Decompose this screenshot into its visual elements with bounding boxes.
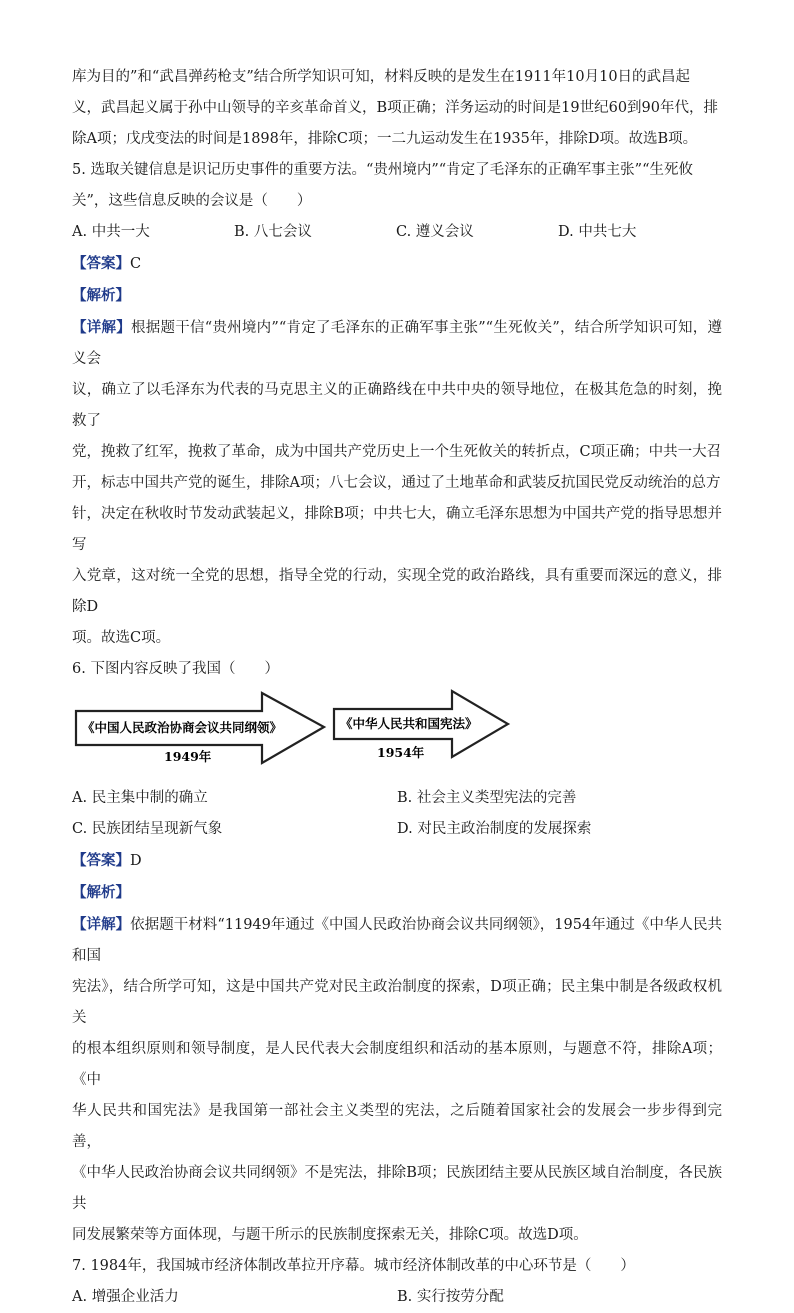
q5-detail-line: 【详解】根据题干信“贵州境内”“肯定了毛泽东的正确军事主张”“生死攸关”，结合所学知识可知，遵义会 — [72, 319, 723, 367]
detail-tag: 【详解】 — [72, 319, 132, 336]
q6-answer — [72, 845, 722, 877]
q5-detail-line: 党，挽救了红军，挽救了革命，成为中国共产党历史上一个生死攸关的转折点，C项正确；中共一大召 — [72, 444, 722, 460]
q5-detail-line: 入党章，这对统一全党的思想，指导全党的行动，实现全党的政治路线，具有重要而深远的意义，排除D — [72, 568, 722, 615]
q5-analysis-tag: 【解析】 — [72, 287, 130, 304]
q6-detail-line: 的根本组织原则和领导制度，是人民代表大会制度组织和活动的基本原则，与题意不符，排除A项；《中 — [72, 1041, 722, 1088]
q6-detail-line: 华人民共和国宪法》是我国第一部社会主义类型的宪法，之后随着国家社会的发展会一步步得到完善， — [72, 1103, 722, 1150]
q5-option-c: C. 遵义会议 — [396, 224, 474, 240]
arrow-1-year: 1949年 — [164, 749, 212, 764]
q6-detail-line: 【详解】依据题干材料“11949年通过《中国人民政治协商会议共同纲领》，1954年通过《中华人民共和国 — [72, 916, 722, 964]
q6-stem: 6. 下图内容反映了我国（ ） — [72, 661, 279, 677]
q7-stem: 7. 1984年，我国城市经济体制改革拉开序幕。城市经济体制改革的中心环节是（ ） — [72, 1258, 635, 1274]
q6-detail-line: 宪法》，结合所学可知，这是中国共产党对民主政治制度的探索，D项正确；民主集中制是各级政权机关 — [72, 979, 722, 1026]
q6-detail-line: 同发展繁荣等方面体现，与题干所示的民族制度探索无关，排除C项。故选D项。 — [72, 1227, 588, 1243]
text-line: 库为目的”和“武昌弹药枪支”结合所学知识可知，材料反映的是发生在1911年10月10日的武昌起 — [72, 69, 691, 85]
q6-option-d: D. 对民主政治制度的发展探索 — [397, 821, 592, 837]
q5-options — [72, 217, 722, 248]
q5-option-d: D. 中共七大 — [558, 224, 637, 240]
q6-figure — [72, 689, 722, 781]
answer-value: C — [130, 256, 142, 272]
q6-options-row2 — [72, 814, 722, 845]
arrow-diagram — [72, 689, 512, 781]
arrow-1-label: 《中国人民政治协商会议共同纲领》 — [82, 720, 283, 735]
document-page — [72, 62, 722, 1313]
q5-detail-line: 针，决定在秋收时节发动武装起义，排除B项；中共七大，确立毛泽东思想为中国共产党的指导思想并写 — [72, 506, 722, 553]
arrow-2-label: 《中华人民共和国宪法》 — [340, 716, 478, 731]
text-line: 除A项；戊戌变法的时间是1898年，排除C项；一二九运动发生在1935年，排除D项。故选B项。 — [72, 131, 698, 147]
q7-option-b: B. 实行按劳分配 — [397, 1289, 504, 1305]
q6-analysis-tag: 【解析】 — [72, 884, 130, 901]
q5-detail-line: 项。故选C项。 — [72, 630, 171, 646]
text-line: 义，武昌起义属于孙中山领导的辛亥革命首义，B项正确；洋务运动的时间是19世纪60到90年代，排 — [72, 100, 719, 116]
q5-detail-line: 议，确立了以毛泽东为代表的马克思主义的正确路线在中共中央的领导地位，在极其危急的时刻，挽救了 — [72, 382, 722, 429]
arrow-2-year: 1954年 — [377, 745, 425, 760]
q7-option-a: A. 增强企业活力 — [72, 1289, 179, 1305]
q7-options — [72, 1282, 722, 1313]
detail-tag: 【详解】 — [72, 916, 131, 933]
answer-tag: 【答案】 — [72, 852, 130, 869]
q5-answer — [72, 248, 722, 280]
q5-stem-line1: 5. 选取关键信息是识记历史事件的重要方法。“贵州境内”“肯定了毛泽东的正确军事主张”“生死攸 — [72, 162, 694, 178]
q5-option-b: B. 八七会议 — [234, 224, 312, 240]
q6-option-b: B. 社会主义类型宪法的完善 — [397, 790, 577, 806]
q5-detail-line: 开，标志中国共产党的诞生，排除A项；八七会议，通过了土地革命和武装反抗国民党反动统治的总方 — [72, 475, 721, 491]
answer-value: D — [130, 853, 142, 869]
q6-detail-line: 《中华人民政治协商会议共同纲领》不是宪法，排除B项；民族团结主要从民族区域自治制度，各民族共 — [72, 1165, 722, 1212]
q6-options-row1 — [72, 783, 722, 814]
q5-option-a: A. 中共一大 — [72, 224, 150, 240]
q6-option-a: A. 民主集中制的确立 — [72, 790, 208, 806]
q6-option-c: C. 民族团结呈现新气象 — [72, 821, 223, 837]
answer-tag: 【答案】 — [72, 255, 130, 272]
q5-stem-line2: 关”，这些信息反映的会议是（ ） — [72, 193, 312, 209]
